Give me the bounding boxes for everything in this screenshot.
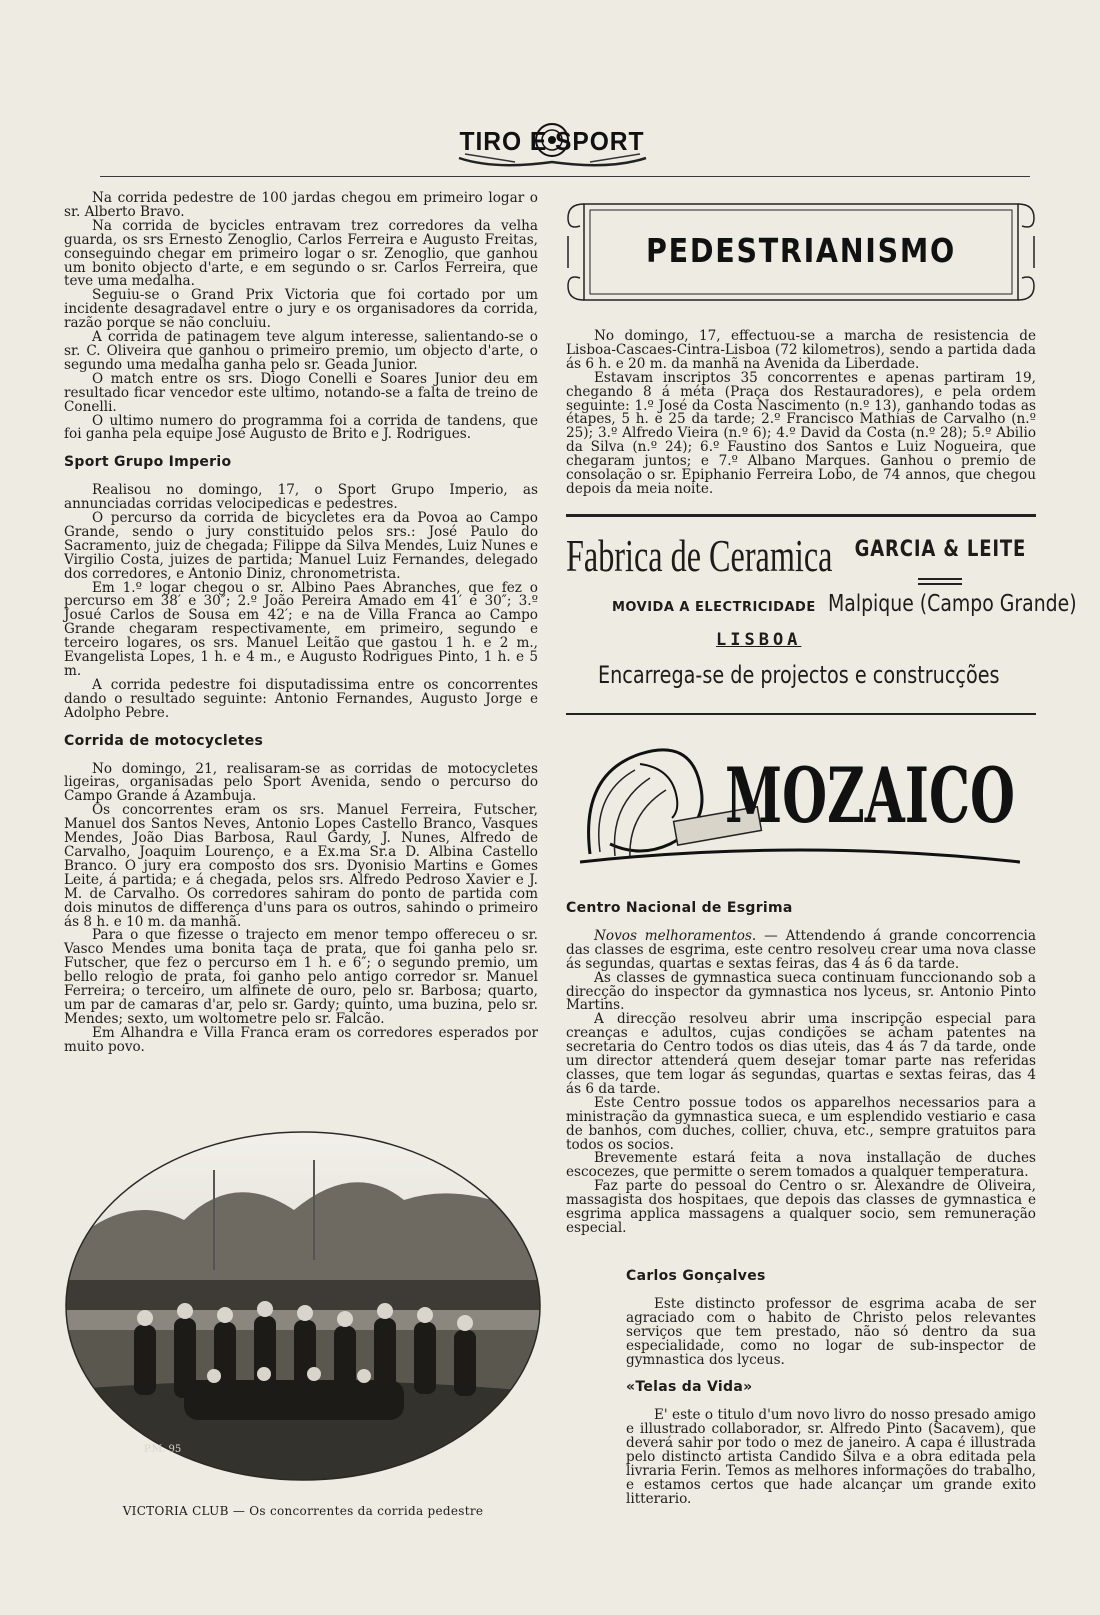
paragraph: Estavam inscriptos 35 concorrentes e apenas partiram 19, chegando 8 á méta (Praça dos Restauradores), e pela ordem seguinte: 1.º José da Costa Nascimento (n.º 13), ganhando todas as étapes, 5 h. e 25 da tarde; 2.º Francisco Mathias de Carvalho (n.º 25); 3.º Alfredo Vieira (n.º 6); 4.º David da Costa (n.º 28); 5.º Abilio da Silva (n.º 24); 6.º Faustino dos Santos e Luiz Nogueira, que chegaram juntos; e 7.º Albano Marques. Ganhou o premio de consolação o sr. Epiphanio Ferreira Lobo, de 74 annos, que chegou depois da meia noite. (566, 369, 1036, 497)
paragraph: Seguiu-se o Grand Prix Victoria que foi cortado por um incidente desagradavel entre o jury e os organisadores da corrida, razão porque se não concluiu. (64, 287, 538, 332)
paragraph: A corrida de patinagem teve algum interesse, salientando-se o sr. C. Oliveira que ganhou o primeiro premio, um objecto d'arte, o segundo uma medalha ganha pelo sr. Geada Junior. (64, 329, 538, 373)
mozaico-logo (580, 734, 1020, 874)
paragraph: A direcção resolveu abrir uma inscripção especial para creanças e adultos, cujas condições se acham patentes na secretaria do Centro todos os dias uteis, das 4 ás 7 da tarde, onde um director attenderá quem desejar tomar parte nas referidas classes, que tem logar ás segundas, quartas e sextas feiras, das 4 ás 6 da tarde. (566, 1011, 1036, 1097)
photo-caption (64, 1504, 542, 1518)
paragraph: O match entre os srs. Diogo Conelli e Soares Junior deu em resultado ficar vencedor este ultimo, notando-se a falta de treino de Conelli. (64, 370, 538, 415)
section-heading-sport-grupo: Sport Grupo Imperio (64, 454, 232, 471)
paragraph: Realisou no domingo, 17, o Sport Grupo Imperio, as annunciadas corridas velocipedicas e pedestres. (64, 482, 538, 513)
paragraph: Este Centro possue todos os apparelhos necessarios para a ministração da gymnastica sueca, e um esplendido vestiario e casa de banhos, com duches, collier, chuva, etc., sempre gratuitos para todos os socios. (566, 1094, 1036, 1153)
paragraph: As classes de gymnastica sueca continuam funccionando sob a direcção do inspector da gymnastica nos lyceus, sr. Antonio Pinto Martins. (566, 969, 1036, 1014)
pedestrianismo-text (566, 330, 1036, 497)
header-rule (100, 176, 1030, 177)
paragraph: Para o que fizesse o trajecto em menor tempo offereceu o sr. Vasco Mendes uma bonita taça de prata, que foi ganha pelo sr. Futscher, que fez o percurso em 1 h. e 6″; o segundo premio, um bello relogio de prata, foi ganho pelo antigo corredor sr. Manuel Ferreira; o terceiro, um alfinete de ouro, pelo sr. Barbosa; quarto, um par de camaras d'ar, pelo sr. Gardy; quinto, uma buzina, pelo sr. Mendes; sexto, um woltometre pelo sr. Falcão. (64, 927, 538, 1027)
mozaico-logo-text: MOZAICO (725, 751, 1015, 840)
paragraph: Os concorrentes eram os srs. Manuel Ferreira, Futscher, Manuel dos Santos Neves, Antonio Lopes Castello Branco, Vasques Mendes, João Dias Barbosa, Raul Gardy, J. Nunes, Alfredo de Carvalho, Joaquim Lourenço, e a Ex.ma Sr.a D. Albina Castello Branco. O jury era composto dos srs. Dyonisio Martins e Gomes Leite, á partida; e á chegada, pelos srs. Alfredo Pedroso Xavier e J. M. de Carvalho. Os corredores sahiram do ponto de partida com dois minutos de differença d'uns para os outros, sahindo o primeiro ás 8 h. e 10 m. da manhã. (64, 802, 538, 930)
ad-movida: MOVIDA A ELECTRICIDADE (612, 600, 816, 615)
ad-city: LISBOA (716, 630, 802, 650)
pedestrianismo-frame (566, 196, 1036, 308)
esgrima-lead: Novos melhoramentos. (594, 927, 757, 944)
ceramica-advertisement (566, 514, 1077, 715)
paragraph: Na corrida de bycicles entravam trez corredores da velha guarda, os srs Ernesto Zenoglio, Carlos Ferreira e Augusto Freitas, conseguindo chegar em primeiro logar o sr. Zenoglio, que ganhou um bonito objecto d'arte, e em segundo o sr. Carlos Ferreira, que teve uma medalha. (64, 217, 538, 290)
ad-firm-rule (918, 578, 962, 585)
masthead-text: TIRO E SPORT (459, 126, 645, 156)
left-column (64, 192, 538, 1055)
paragraph: No domingo, 21, realisaram-se as corridas de motocycletes ligeiras, organisadas pelo Sport Avenida, sendo o percurso do Campo Grande á Azambuja. (64, 760, 538, 805)
ad-tagline: Encarrega-se de projectos e construcções (598, 661, 1000, 689)
paragraph: E' este o titulo d'um novo livro do nosso presado amigo e illustrado collaborador, sr. Alfredo Pinto (Sacavem), que deverá sahir por todo o mez de janeiro. A capa é illustrada pelo distincto artista Candido Silva e a obra editada pela livraria Ferin. Temos as melhores informações do trabalho, e estamos certos que hade alcançar um grande exito litterario. (626, 1407, 1036, 1507)
esgrima-section (566, 902, 1036, 1236)
paragraph: Em 1.º logar chegou o sr. Albino Paes Abranches, que fez o percurso em 38′ e 30″; 2.º João Pereira Amado em 41′ e 30″; 3.º Josué Carlos de Sousa em 42′; e na de Villa Franca ao Campo Grande chegaram respectivamente, em primeiro, segundo e terceiro logares, os srs. Manuel Leitão que gastou 1 h. e 2 m., Evangelista Lopes, 1 h. e 4 m., e Augusto Rodrigues Pinto, 1 h. e 5 m. (64, 579, 538, 679)
paragraph: Faz parte do pessoal do Centro o sr. Alexandre de Oliveira, massagista dos hospitaes, que depois das classes de gymnastica e esgrima applica massagens a qualquer socio, sem remuneração especial. (566, 1178, 1036, 1236)
paragraph: Brevemente estará feita a nova installação de duches escocezes, que permitte o serem tomados a qualquer temperatura. (566, 1150, 1036, 1181)
paragraph (566, 927, 1036, 972)
paragraph: A corrida pedestre foi disputadissima entre os concorrentes dando o resultado seguinte: Antonio Fernandes, Augusto Jorge e Adolpho Pebre. (64, 676, 538, 721)
paragraph: Este distincto professor de esgrima acaba de ser agraciado com o habito de Christo pelos relevantes serviços que tem prestado, não só dentro da sua especialidade, como no logar de sub-inspector de gymnastica dos lyceus. (626, 1295, 1036, 1368)
carlos-section (626, 1270, 1036, 1507)
pedestrianismo-title: PEDESTRIANISMO (646, 231, 956, 270)
esgrima-lead-text: — Attendendo á grande concorrencia das classes de esgrima, este centro resolveu crear uma nova classe ás segundas, quartas e sextas feiras, das 4 ás 6 da tarde. (566, 927, 1036, 972)
section-heading-telas: «Telas da Vida» (626, 1379, 753, 1396)
paragraph: No domingo, 17, effectuou-se a marcha de resistencia de Lisboa-Cascaes-Cintra-Lisboa (72 kilometros), sendo a partida dada ás 6 h. e 20 m. da manhã na Avenida da Liberdade. (566, 328, 1036, 372)
section-heading-carlos: Carlos Gonçalves (626, 1268, 766, 1284)
team-photograph (64, 1130, 542, 1482)
masthead-logo (455, 118, 650, 170)
ad-factory-name: Fabrica de Ceramica (566, 530, 833, 581)
section-heading-motocycletes: Corrida de motocycletes (64, 732, 264, 749)
section-heading-esgrima: Centro Nacional de Esgrima (566, 900, 793, 916)
caption-text: — Os concorrentes da corrida pedestre (232, 1504, 484, 1518)
photo-signature: P.M. 95 (144, 1444, 182, 1455)
paragraph: O percurso da corrida de bicycletes era da Povoa ao Campo Grande, sendo o jury constituido pelos srs.: José Paulo do Sacramento, juiz de chegada; Filippe da Silva Mendes, Luiz Nunes e Virgilio Costa, juizes de partida; Manuel Luiz Fernandes, delegado dos corredores, e Antonio Diniz, chronometrista. (64, 510, 538, 582)
paragraph: O ultimo numero do programma foi a corrida de tandens, que foi ganha pela equipe José Augusto de Brito e J. Rodrigues. (64, 412, 538, 443)
paragraph: Na corrida pedestre de 100 jardas chegou em primeiro logar o sr. Alberto Bravo. (64, 190, 538, 220)
ad-address: Malpique (Campo Grande) (828, 591, 1077, 617)
ad-firm-name: GARCIA & LEITE (854, 537, 1026, 562)
paragraph: Em Alhandra e Villa Franca eram os corredores esperados por muito povo. (64, 1024, 538, 1055)
caption-club: VICTORIA CLUB (122, 1504, 229, 1518)
